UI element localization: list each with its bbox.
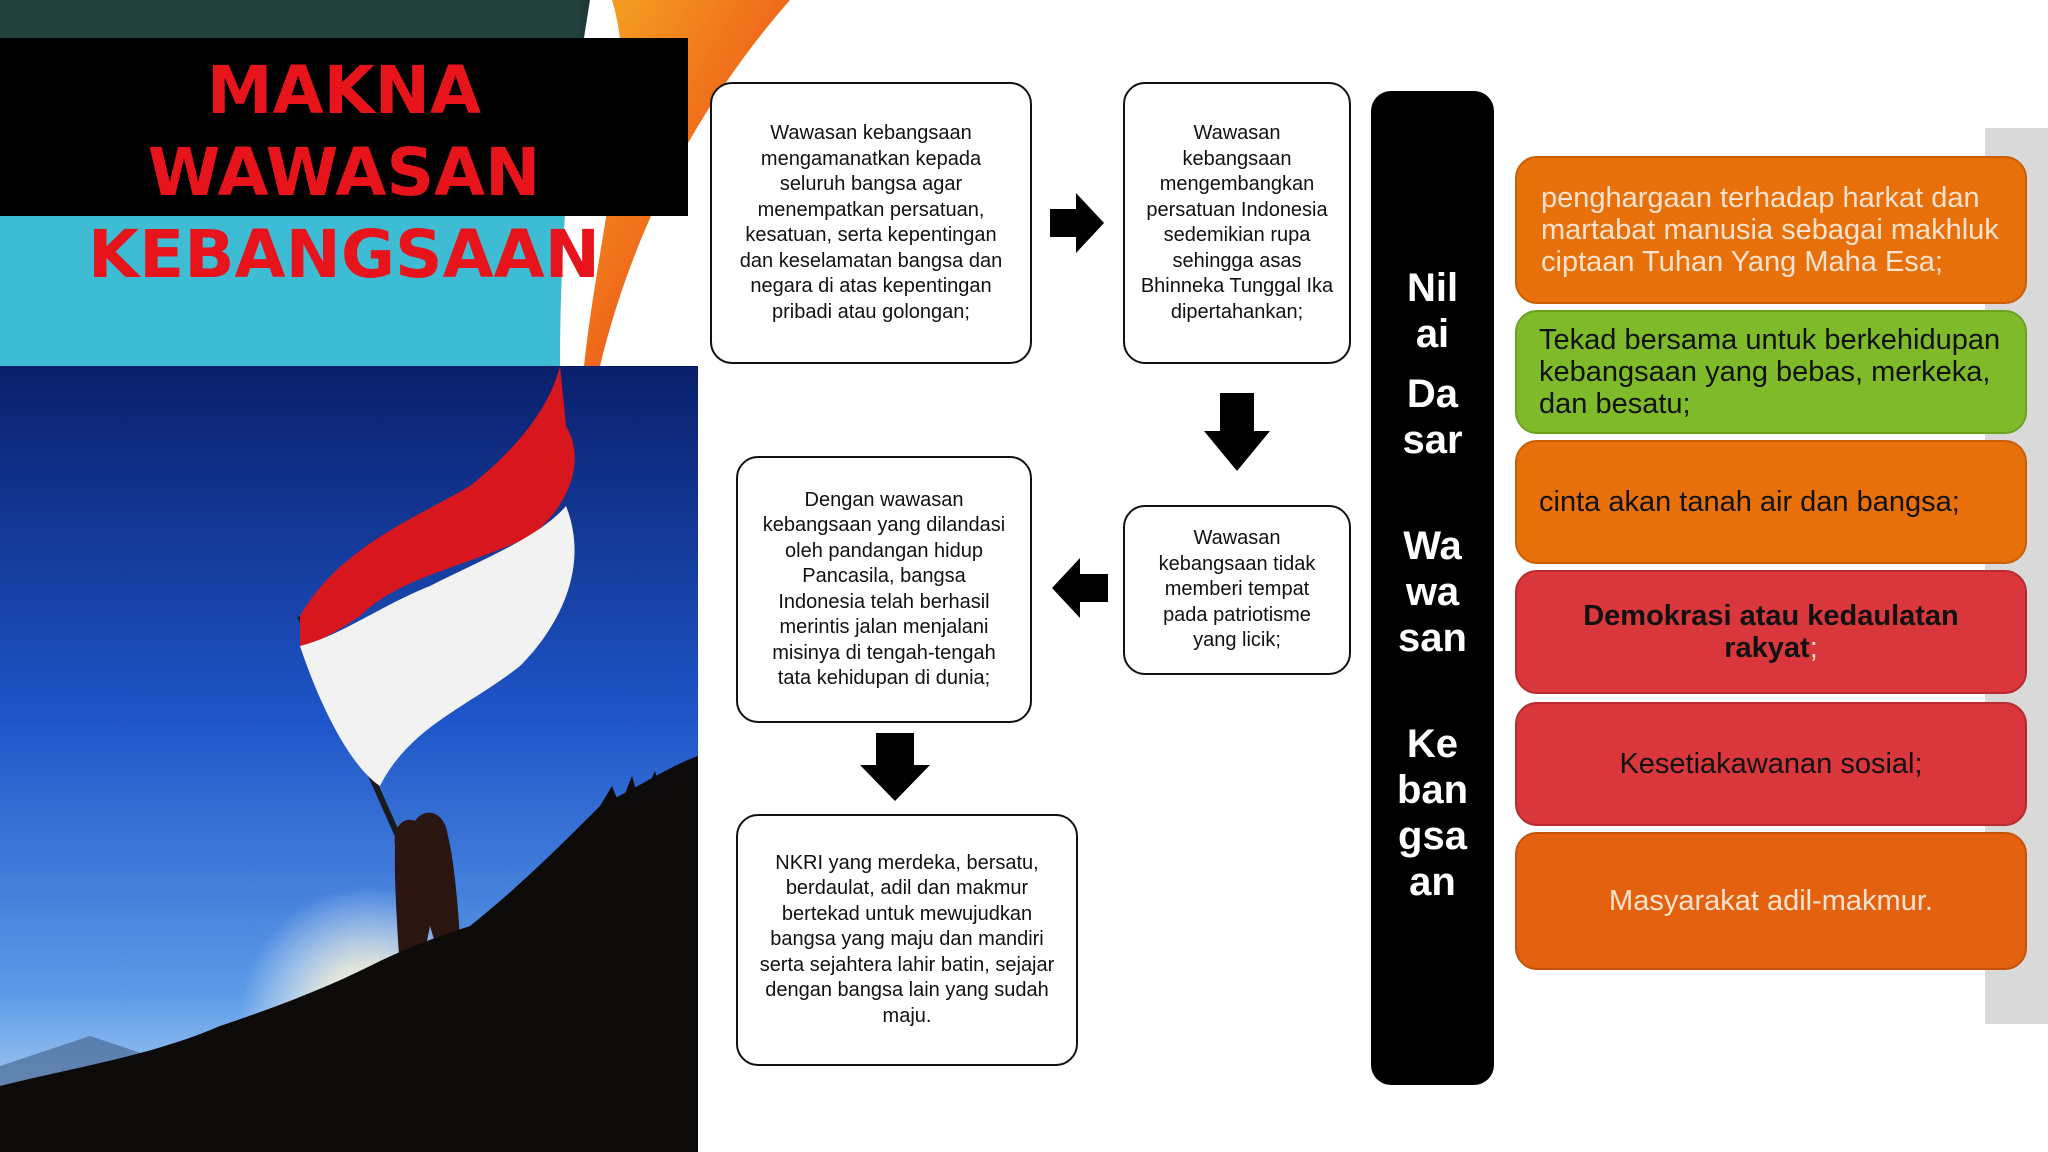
pillar-line-3: Da xyxy=(1406,372,1459,416)
value-card-4 xyxy=(1515,570,2027,694)
value-card-6 xyxy=(1515,832,2027,970)
arrow-left-icon xyxy=(1052,558,1108,618)
pillar-line-6: wa xyxy=(1405,570,1460,614)
flow-box-4-text: Dengan wawasan kebangsaan yang dilandasi oleh pandangan hidup Pancasila, bangsa Indonesia telah berhasil merintis jalan menjalani misinya di tengah-tengah tata kehidupan di dunia; xyxy=(762,488,1006,689)
value-card-4-bold: Demokrasi atau kedaulatan rakyat xyxy=(1583,600,1959,664)
pillar-line-2: ai xyxy=(1415,312,1450,356)
pillar-line-9: ban xyxy=(1396,768,1469,812)
flow-box-3-text: Wawasan kebangsaan tidak memberi tempat pada patriotisme yang licik; xyxy=(1158,527,1316,652)
value-card-1-text: penghargaan terhadap harkat dan martabat manusia sebagai makhluk ciptaan Tuhan Yang Maha Esa; xyxy=(1541,182,1999,278)
value-card-6-text: Masyarakat adil-makmur. xyxy=(1609,885,1933,917)
value-card-2-text: Tekad bersama untuk berkehidupan kebangsaan yang bebas, merkeka, dan besatu; xyxy=(1539,324,2001,420)
value-card-3-text: cinta akan tanah air dan bangsa; xyxy=(1539,486,1960,518)
pillar-line-1: Nil xyxy=(1406,266,1459,310)
flow-box-3 xyxy=(1123,505,1351,675)
value-card-3 xyxy=(1515,440,2027,564)
pillar-line-10: gsa xyxy=(1398,814,1467,858)
flow-box-1-text: Wawasan kebangsaan mengamanatkan kepada seluruh bangsa agar menempatkan persatuan, kesatuan, serta kepentingan dan keselamatan bangsa dan negara di atas kepentingan pribadi atau golongan; xyxy=(739,122,1003,323)
value-card-4-text xyxy=(1547,600,1995,664)
value-card-5-text: Kesetiakawanan sosial; xyxy=(1619,748,1923,780)
value-card-1 xyxy=(1515,156,2027,304)
value-card-4-tail: ; xyxy=(1809,632,1818,664)
title-line-2: KEBANGSAAN xyxy=(88,216,600,293)
slide-title xyxy=(0,50,688,296)
title-line-1: MAKNA WAWASAN xyxy=(147,52,541,211)
flow-box-4 xyxy=(736,456,1032,723)
flow-box-5 xyxy=(736,814,1078,1066)
pillar-line-5: Wa xyxy=(1403,524,1462,568)
flow-box-1 xyxy=(710,82,1032,364)
value-card-2 xyxy=(1515,310,2027,434)
value-card-5 xyxy=(1515,702,2027,826)
arrow-down-icon-2 xyxy=(860,733,930,801)
pillar-line-7: san xyxy=(1398,616,1467,660)
pillar-line-4: sar xyxy=(1402,418,1463,462)
arrow-right-icon xyxy=(1050,193,1104,253)
flow-box-2 xyxy=(1123,82,1351,364)
pillar-line-8: Ke xyxy=(1406,722,1459,766)
arrow-down-icon xyxy=(1204,393,1270,471)
flow-box-2-text: Wawasan kebangsaan mengembangkan persatuan Indonesia sedemikian rupa sehingga asas Bhinneka Tunggal Ika dipertahankan; xyxy=(1140,122,1334,323)
pillar-line-11: an xyxy=(1409,860,1456,904)
flow-box-5-text: NKRI yang merdeka, bersatu, berdaulat, adil dan makmur bertekad untuk mewujudkan bangsa yang maju dan mandiri serta sejahtera lahir batin, sejajar dengan bangsa lain yang sudah maju. xyxy=(759,851,1055,1027)
nilai-dasar-pillar xyxy=(1371,91,1494,1085)
flag-photo xyxy=(0,366,698,1152)
